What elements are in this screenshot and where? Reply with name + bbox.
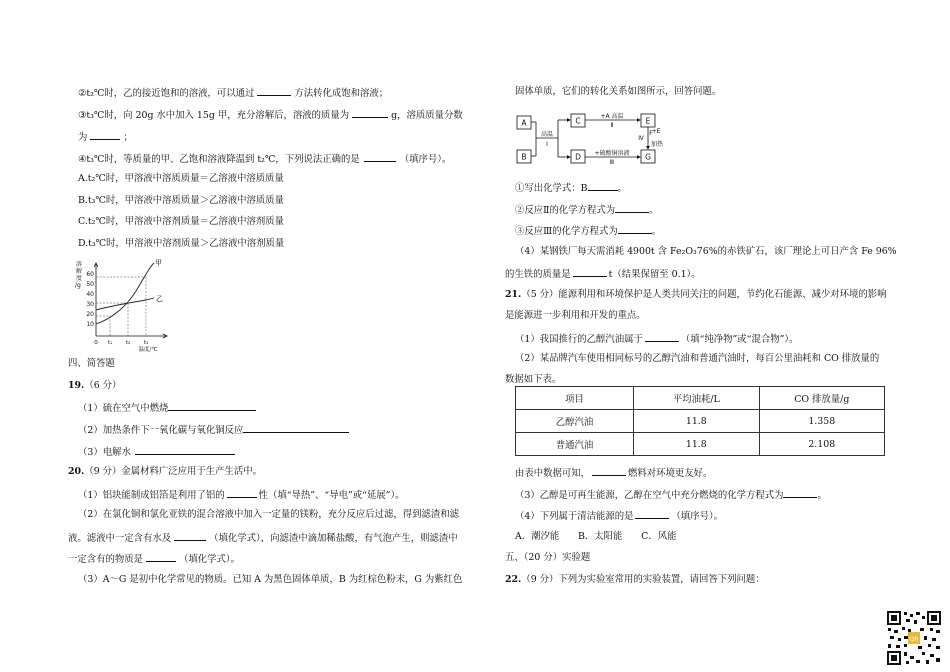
table-header-cell: 项目 [516,387,634,410]
label-reaction-4b: 加热 [650,141,664,148]
x-axis-label: 温度/℃ [138,347,158,352]
node-g: G [645,152,651,162]
table-header-cell: 平均油耗/L [634,387,759,410]
table-cell: 乙醇汽油 [516,410,634,433]
x-tick-label: t₂ [125,340,131,346]
table-cell: 2.108 [759,433,884,456]
section-heading-4: 四、简答题 [68,358,115,369]
q20-part4: （4）某钢铁厂每天需消耗 4900t 含 Fe₂O₃76%的赤铁矿石，该厂理论上可日产含 Fe 96% [515,246,897,257]
node-a: A [521,118,527,128]
q20-part3-cont: 固体单质，它们的转化关系如图所示，回答问题。 [515,86,722,97]
option-d: D.t₃℃时，甲溶液中溶剂质量＞乙溶液中溶剂质量 [78,238,285,249]
curve-jia [96,263,154,324]
table-row [516,433,885,456]
section-heading-5: 五、（20 分）实验题 [505,552,591,563]
table-header-row [516,387,885,410]
q19-part2: （2）加热条件下一氧化碳与氧化铜反应 [78,423,349,437]
table-header-cell: CO 排放量/g [759,387,884,410]
answer-blank[interactable] [592,466,626,476]
origin-label: 0 [94,340,98,346]
label-roman-3: Ⅲ [609,159,615,166]
answer-blank[interactable] [257,86,291,96]
answer-blank[interactable] [364,152,396,162]
y-tick-label: 40 [86,291,94,298]
conversion-diagram [514,108,674,170]
answer-blank[interactable] [783,488,817,498]
solubility-graph [66,256,176,352]
table-cell: 普通汽油 [516,433,634,456]
node-f: F [649,129,653,137]
answer-blank[interactable] [573,267,607,277]
label-roman-4: Ⅳ [638,135,644,142]
q21-options: A．潮汐能 B．太阳能 C．风能 [515,531,677,542]
q20-part2-cont: 液。滤液中一定含有水及 （填化学式），向滤渣中滴加稀盐酸，有气泡产生，则滤渣中 [68,533,458,544]
q21-stem-cont: 是能源进一步利用和开发的重点。 [505,310,646,321]
option-a: A.t₂℃时，甲溶液中溶质质量＝乙溶液中溶质质量 [78,173,284,184]
answer-blank[interactable] [174,531,206,541]
q19-part1: （1）硫在空气中燃烧 [78,401,256,415]
answer-blank[interactable] [645,332,679,342]
q20-part2: （2）在氯化铜和氯化亚铁的混合溶液中加入一定量的镁粉，充分反应后过滤，得到滤渣和滤 [78,509,459,520]
q21-part4: （4）下列属于清洁能源的是 （填序号）。 [515,511,724,522]
answer-blank[interactable] [135,445,235,455]
y-label-char: 解 [76,268,83,275]
q19-title: 19.（6 分） [68,380,122,391]
q18-part3: ③t₃℃时，向 20g 水中加入 15g 甲，充分溶解后，溶液的质量为 g，溶质质量分数 [78,110,463,121]
y-tick-label: 60 [86,271,94,278]
q18-part3-cont: 为 ； [78,132,133,143]
q21-part1: （1）我国推行的乙醇汽油属于 （填“纯净物”或“混合物”）。 [515,334,799,345]
q18-part2: ②t₂℃时，乙的接近饱和的溶液，可以通过 方法转化成饱和溶液； [78,88,389,99]
y-label-char: 溶 [76,261,83,268]
option-b: B.t₃℃时，甲溶液中溶质质量＞乙溶液中溶质质量 [78,195,285,206]
node-b: B [521,152,527,162]
q21-title: 21.（5 分）能源利用和环境保护是人类共同关注的问题，节约化石能源、减少对环境的影响 [505,289,887,300]
q18-part4: ④t₃℃时，等质量的甲、乙饱和溶液降温到 t₂℃，下列说法正确的是 （填序号）。 [78,154,452,165]
curve-yi [96,298,154,310]
qr-logo-text: QR [909,636,919,643]
answer-blank[interactable] [352,108,388,118]
table-cell: 1.358 [759,410,884,433]
q20-part3: （3）A～G 是初中化学常见的物质。已知 A 为黑色固体单质，B 为红棕色粉末，G 为紫红色 [78,574,463,585]
answer-blank[interactable] [90,130,120,140]
curve-yi-label: 乙 [156,295,163,303]
node-d: D [575,152,581,162]
table-row [516,410,885,433]
option-c: C.t₂℃时，甲溶液中溶剂质量＝乙溶液中溶剂质量 [78,216,284,227]
q21-part2: （2）某品牌汽车使用相同标号的乙醇汽油和普通汽油时，每百公里油耗和 CO 排放量的 [515,353,880,364]
answer-blank[interactable] [618,224,652,234]
label-roman-2: Ⅱ [610,122,614,129]
curve-jia-label: 甲 [155,259,162,267]
x-tick-label: t₃ [143,340,149,346]
answer-blank[interactable] [146,552,176,562]
q20-part4-cont: 的生铁的质量是 t（结果保留至 0.1）。 [505,269,701,280]
q21-part2-cont: 数据如下表。 [505,374,562,385]
q20-part2-cont2: 一定含有的物质是 （填化学式）。 [68,554,240,565]
y-tick-label: 50 [86,281,94,288]
label-reaction-2: +A 高温 [600,113,624,120]
answer-blank[interactable] [588,181,618,191]
q20-sub1: ①写出化学式：B 。 [515,183,627,194]
table-cell: 11.8 [634,433,759,456]
y-tick-label: 30 [86,301,94,308]
x-tick-label: t₁ [107,340,113,346]
label-gaowen: 高温 [540,131,554,138]
y-label-char: 度 [76,275,83,282]
q20-title: 20.（9 分）金属材料广泛应用于生产生活中。 [68,466,263,477]
q19-part3: （3）电解水 [78,445,235,459]
node-e: E [645,116,651,126]
q20-part1: （1）铝块能制成铝箔是利用了铝的 性（填“导热”、“导电”或“延展”）。 [78,490,405,501]
label-reaction-3: +硫酸铜溶液 [594,150,630,157]
answer-blank[interactable] [615,203,649,213]
q20-sub3: ③反应Ⅲ的化学方程式为 。 [515,226,662,237]
answer-blank[interactable] [635,509,669,519]
answer-blank[interactable] [243,423,349,433]
table-cell: 11.8 [634,410,759,433]
y-label-char: /g [75,282,81,289]
q21-part3: （3）乙醇是可再生能源，乙醇在空气中充分燃烧的化学方程式为 。 [515,490,827,501]
node-c: C [575,116,581,126]
q22-title: 22.（9 分）下列为实验室常用的实验装置，请回答下列问题： [505,574,765,585]
y-tick-label: 10 [86,321,94,328]
emission-table [515,386,885,456]
label-roman-1: Ⅰ [546,141,548,148]
qr-code [886,610,942,666]
answer-blank[interactable] [168,401,256,411]
label-reaction-4a: +E [651,128,661,135]
y-tick-label: 20 [86,311,94,318]
q21-part2-conclusion: 由表中数据可知， 燃料对环境更友好。 [515,468,713,479]
answer-blank[interactable] [227,488,257,498]
q20-sub2: ②反应Ⅱ的化学方程式为 。 [515,205,659,216]
